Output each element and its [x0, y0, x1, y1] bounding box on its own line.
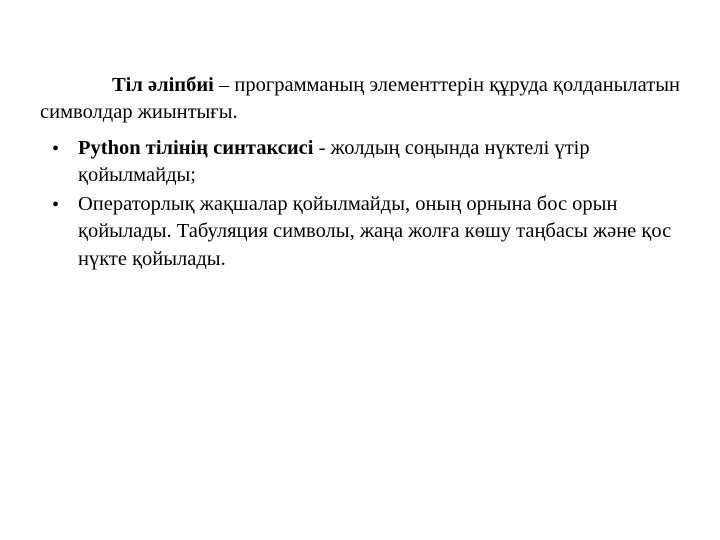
bullet-text: - жолдың соңында нүктелі үтір қойылмайды;: [78, 136, 590, 186]
bullet-term: Python тілінің синтаксисі: [78, 136, 314, 159]
bullet-dot-icon: •: [52, 137, 60, 160]
intro-term: Тіл әліпбиі: [112, 74, 214, 96]
list-item: [40, 135, 680, 190]
list-item: [40, 191, 680, 273]
slide-content: [40, 72, 680, 275]
bullet-dot-icon: •: [52, 194, 60, 216]
bullet-text: Операторлық жақшалар қойылмайды, оның орнына бос орын қойылады. Табуляция символы, жаңа жолға көшу таңбасы және қос нүкте қойылады.: [78, 193, 672, 270]
bullet-list: [40, 135, 680, 273]
intro-paragraph: [40, 72, 680, 127]
intro-definition: – программаның элементтерін құруда қолданылатын символдар жиынтығы.: [40, 74, 680, 124]
